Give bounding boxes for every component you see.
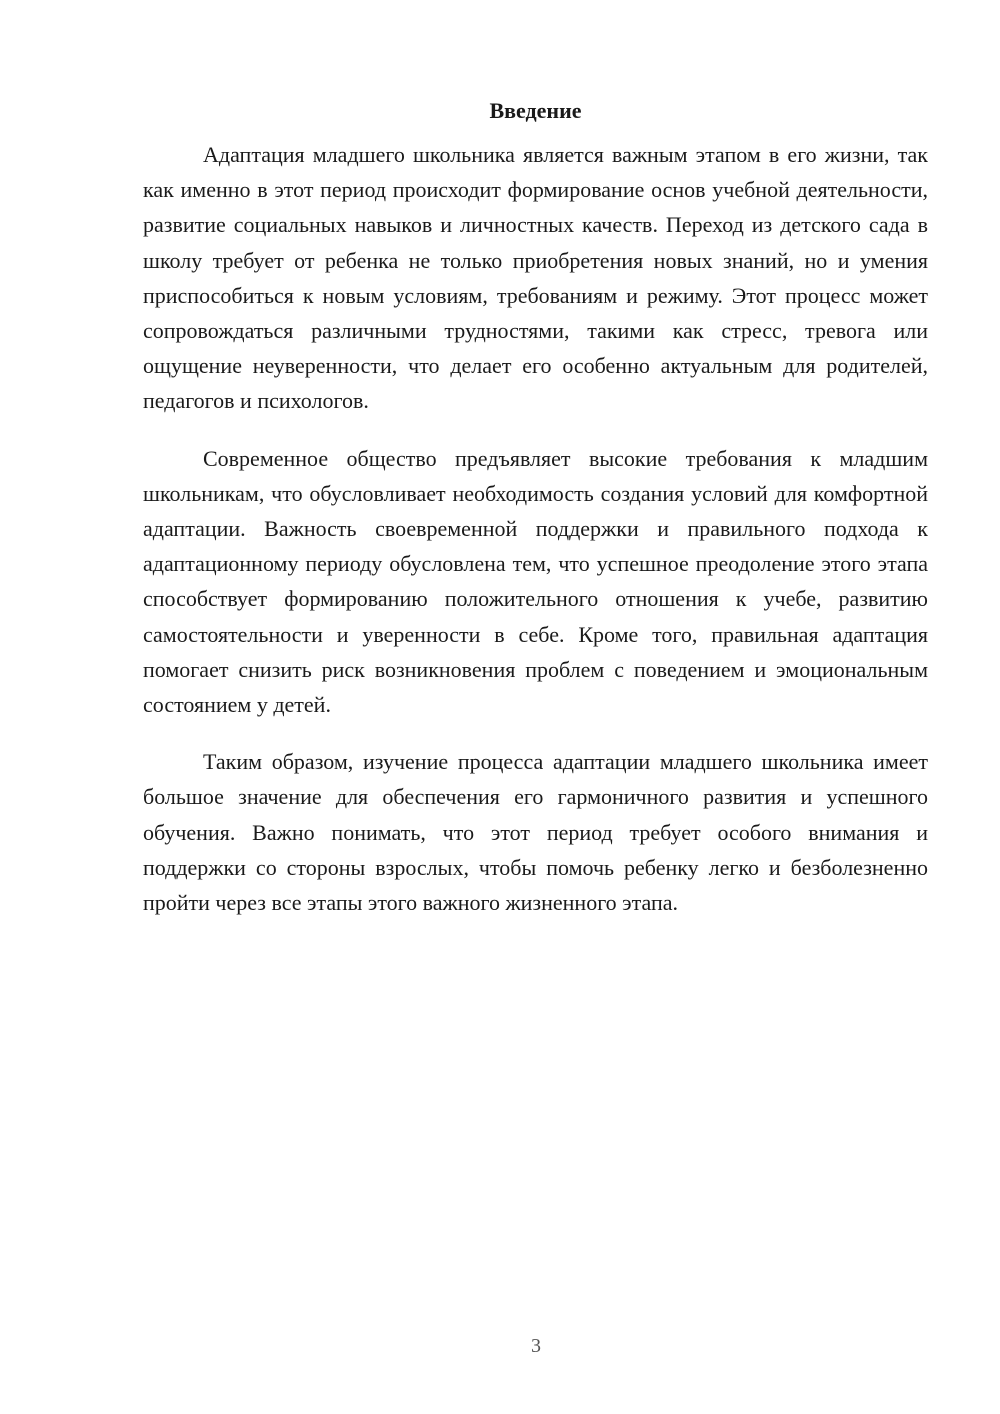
page-number: 3 <box>531 1335 541 1357</box>
page-content <box>143 96 928 942</box>
paragraph-1: Адаптация младшего школьника является важным этапом в его жизни, так как именно в этот период происходит формирование основ учебной деятельности, развитие социальных навыков и личностных качеств. Переход из детского сада в школу требует от ребенка не только приобретения новых знаний, но и умения приспособиться к новым условиям, требованиям и режиму. Этот процесс может сопровождаться различными трудностями, такими как стресс, тревога или ощущение неуверенности, что делает его особенно актуальным для родителей, педагогов и психологов. <box>143 142 928 414</box>
paragraph-3: Таким образом, изучение процесса адаптации младшего школьника имеет большое значение для обеспечения его гармоничного развития и успешного обучения. Важно понимать, что этот период требует особого внимания и поддержки со стороны взрослых, чтобы помочь ребенку легко и безболезненно пройти через все этапы этого важного жизненного этапа. <box>143 749 928 916</box>
section-heading: Введение <box>489 98 582 123</box>
paragraph-2: Современное общество предъявляет высокие требования к младшим школьникам, что обусловливает необходимость создания условий для комфортной адаптации. Важность своевременной поддержки и правильного подхода к адаптационному периоду обусловлена тем, что успешное преодоление этого этапа способствует формированию положительного отношения к учебе, развитию самостоятельности и уверенности в себе. Кроме того, правильная адаптация помогает снизить риск возникновения проблем с поведением и эмоциональным состоянием у детей. <box>143 445 928 718</box>
